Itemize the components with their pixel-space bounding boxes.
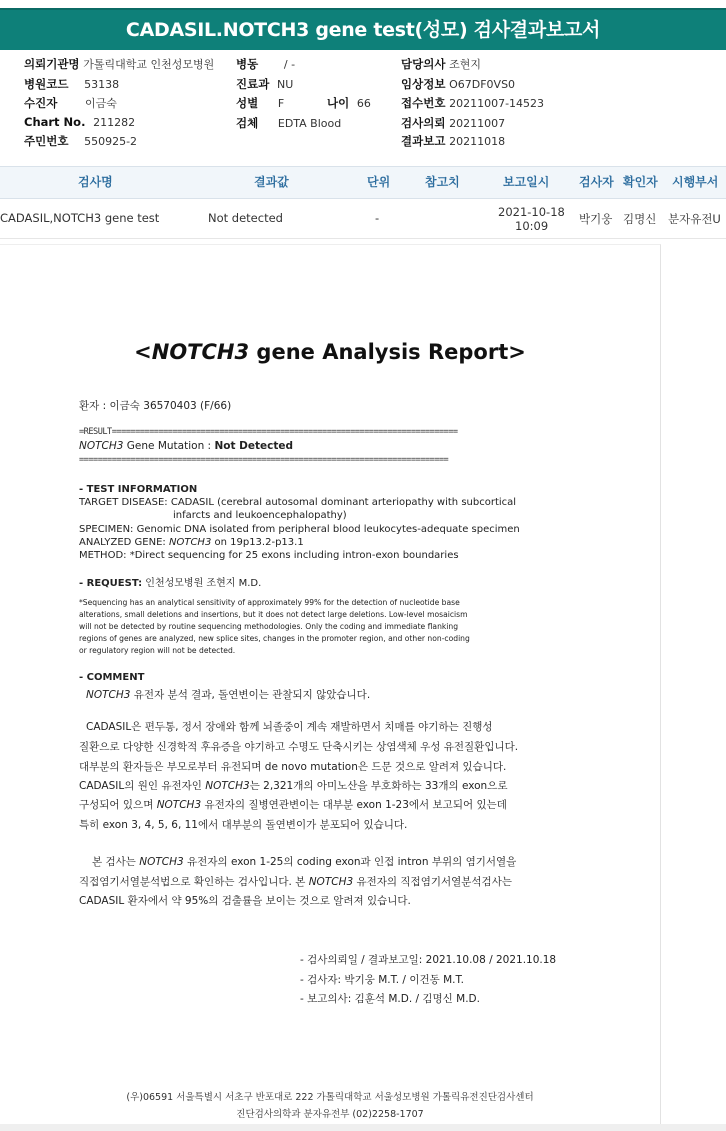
- analyzed-gene-prefix: ANALYZED GENE:: [79, 537, 169, 548]
- title-strip: [0, 8, 726, 50]
- paragraph-2-line-1: CADASIL은 편두통, 정서 장애와 함께 뇌졸중이 계속 재발하면서 치매를 야기하는 진행성: [86, 721, 493, 733]
- cell-tester: 박기웅: [579, 212, 613, 226]
- comment-line: [86, 687, 370, 702]
- note-line-2: alterations, small deletions and insertions, but it does not detect large deletions. Low-level mosaicism: [79, 610, 468, 619]
- institution-label: 의뢰기관명: [24, 57, 80, 71]
- paragraph-2-line-3: 대부분의 환자들은 부모로부터 유전되며 de novo mutation은 드문 것으로 알려져 있습니다.: [79, 761, 507, 773]
- request-date-label: 검사의뢰: [401, 116, 446, 130]
- mutation-value: Not Detected: [214, 440, 293, 452]
- col-result[interactable]: 결과값: [254, 175, 289, 189]
- p3-l2-gene: NOTCH3: [308, 876, 354, 888]
- col-department[interactable]: 시행부서: [672, 175, 719, 189]
- chart-value: 211282: [93, 116, 136, 129]
- footer-address: (우)06591 서울특별시 서초구 반포대로 222 가톨릭대학교 서울성모병원 가톨릭유전진단검사센터: [126, 1092, 534, 1103]
- patient-value: 이금숙: [84, 97, 117, 110]
- cell-report-date: 2021-10-18: [498, 205, 565, 219]
- rrn-label: 주민번호: [24, 134, 69, 148]
- target-disease-line-1: TARGET DISEASE: CADASIL (cerebral autosomal dominant arteriopathy with subcortical: [79, 497, 517, 508]
- chart-label: Chart No.: [24, 115, 86, 129]
- cell-test-name: CADASIL,NOTCH3 gene test: [0, 211, 160, 225]
- p2-l5-gene: NOTCH3: [156, 799, 202, 811]
- target-disease-line-2: infarcts and leukoencephalopathy): [173, 510, 347, 521]
- dept-field: [236, 76, 293, 92]
- hospital-code-field: [24, 76, 119, 92]
- age-value: 66: [356, 97, 371, 110]
- sign-line-1: - 검사의뢰일 / 결과보고일: 2021.10.08 / 2021.10.18: [300, 954, 557, 966]
- request-heading: - REQUEST:: [79, 578, 143, 589]
- mutation-line: [79, 440, 293, 452]
- paragraph-3-line-2: [79, 874, 512, 889]
- p2-l5-a: 구성되어 있으며: [79, 799, 157, 811]
- chart-field: [24, 115, 135, 129]
- sex-value: F: [277, 97, 285, 110]
- paragraph-2-line-4: [79, 778, 507, 793]
- footer-contact: 진단검사의학과 분자유전부 (02)2258-1707: [236, 1109, 424, 1120]
- p2-l4-gene: NOTCH3: [205, 780, 250, 792]
- col-test-name[interactable]: 검사명: [78, 175, 113, 189]
- report-date-field: [401, 133, 505, 149]
- specimen-line: SPECIMEN: Genomic DNA isolated from peripheral blood leukocytes-adequate specimen: [79, 524, 520, 535]
- specimen-label: 검체: [236, 116, 259, 130]
- age-field: [327, 95, 371, 111]
- ward-value: / -: [283, 58, 296, 71]
- doctor-label: 담당의사: [401, 57, 446, 71]
- ward-field: [236, 56, 295, 72]
- note-line-1: *Sequencing has an analytical sensitivity of approximately 99% for the detection of nucleotide base: [79, 598, 460, 607]
- specimen-value: EDTA Blood: [277, 117, 342, 130]
- note-line-5: or regulatory region will not be detected.: [79, 646, 236, 655]
- report-title-open: <: [134, 340, 152, 364]
- clinical-field: [401, 76, 515, 92]
- ward-label: 병동: [236, 57, 259, 71]
- request-value: 인천성모병원 조현지 M.D.: [145, 578, 262, 589]
- hospital-code-value: 53138: [84, 78, 120, 91]
- sex-label: 성별: [236, 96, 259, 110]
- p3-l1-a: 본 검사는: [92, 856, 140, 868]
- specimen-field: [236, 115, 341, 131]
- patient-line: 환자 : 이금숙 36570403 (F/66): [79, 400, 232, 412]
- cell-unit: -: [375, 211, 380, 225]
- sign-line-3: - 보고의사: 김훈석 M.D. / 김명신 M.D.: [300, 993, 480, 1005]
- patient-label: 수진자: [24, 96, 58, 110]
- institution-field: [24, 56, 214, 72]
- report-date-value: 20211018: [449, 135, 506, 148]
- report-date-label: 결과보고: [401, 134, 446, 148]
- rrn-field: [24, 133, 137, 149]
- p2-l5-b: 유전자의 질병연관변이는 대부분 exon 1-23에서 보고되어 있는데: [201, 799, 507, 811]
- col-reference[interactable]: 참고치: [425, 175, 460, 189]
- age-label: 나이: [327, 96, 350, 110]
- p3-l2-a: 직접염기서열분석법으로 확인하는 검사입니다. 본: [79, 876, 309, 888]
- p3-l1-gene: NOTCH3: [139, 856, 184, 868]
- paragraph-2-line-6: 특히 exon 3, 4, 5, 6, 11에서 대부분의 돌연변이가 분포되어 있습니다.: [79, 819, 408, 831]
- p3-l2-b: 유전자의 직접염기서열분석검사는: [353, 876, 512, 888]
- col-confirmer[interactable]: 확인자: [623, 175, 658, 189]
- doctor-value: 조현지: [449, 58, 481, 71]
- note-line-4: regions of genes are analyzed, new splice sites, changes in the promoter region, and other non-coding: [79, 634, 470, 643]
- request-date-field: [401, 115, 505, 131]
- dept-label: 진료과: [236, 77, 270, 91]
- bottom-band: [0, 1124, 726, 1131]
- report-title-rest: gene Analysis Report>: [249, 340, 526, 364]
- cell-confirmer: 김명신: [623, 212, 657, 226]
- mutation-text: Gene Mutation :: [123, 440, 215, 452]
- result-header: =RESULT==========================================================================: [79, 427, 458, 437]
- cell-department: 분자유전U: [668, 212, 721, 226]
- cell-report-time: 10:09: [515, 219, 549, 233]
- receipt-label: 접수번호: [401, 96, 446, 110]
- paragraph-3-line-3: CADASIL 환자에서 약 95%의 검출률을 보이는 것으로 알려져 있습니다.: [79, 895, 411, 907]
- cell-result: Not detected: [208, 211, 283, 225]
- report-title-gene: NOTCH3: [151, 340, 250, 364]
- paragraph-2-line-5: [79, 797, 507, 812]
- col-unit[interactable]: 단위: [367, 175, 391, 189]
- clinical-value: O67DF0VS0: [449, 78, 516, 91]
- receipt-field: [401, 95, 544, 111]
- test-info-heading: - TEST INFORMATION: [79, 484, 198, 495]
- p3-l1-b: 유전자의 exon 1-25의 coding exon과 인접 intron 부위의 염기서열을: [183, 856, 517, 868]
- report-title: [0, 340, 660, 364]
- table-row[interactable]: [0, 198, 726, 239]
- receipt-value: 20211007-14523: [449, 97, 545, 110]
- comment-heading: - COMMENT: [79, 672, 145, 683]
- dept-value: NU: [276, 78, 294, 91]
- analyzed-gene-name: NOTCH3: [168, 537, 212, 548]
- request-date-value: 20211007: [449, 117, 506, 130]
- results-table-header: [0, 166, 726, 199]
- col-report-date[interactable]: 보고일시: [503, 175, 550, 189]
- clinical-label: 임상정보: [401, 77, 446, 91]
- method-line: METHOD: *Direct sequencing for 25 exons including intron-exon boundaries: [79, 550, 459, 561]
- comment-gene: NOTCH3: [86, 689, 131, 701]
- comment-text: 유전자 분석 결과, 돌연변이는 관찰되지 않았습니다.: [130, 689, 371, 701]
- p2-l4-a: CADASIL의 원인 유전자인: [79, 780, 206, 792]
- paragraph-2-line-2: 질환으로 다양한 신경학적 후유증을 야기하고 수명도 단축시키는 상염색체 우성 유전질환입니다.: [79, 741, 519, 753]
- report-margin: [661, 244, 726, 1124]
- hospital-code-label: 병원코드: [24, 77, 69, 91]
- analyzed-gene-suffix: on 19p13.2-p13.1: [211, 537, 304, 548]
- doctor-field: [401, 56, 481, 72]
- result-separator: ===============================================================================: [79, 455, 449, 465]
- p2-l4-b: 는 2,321개의 아미노산을 부호화하는 33개의 exon으로: [249, 780, 508, 792]
- title-bar: [0, 0, 726, 48]
- mutation-gene: NOTCH3: [79, 440, 124, 452]
- institution-value: 가톨릭대학교 인천성모병원: [83, 58, 215, 71]
- patient-field: [24, 95, 117, 111]
- rrn-value: 550925-2: [84, 135, 138, 148]
- analyzed-gene-line: [79, 537, 304, 548]
- sign-line-2: - 검사자: 박기웅 M.T. / 이건동 M.T.: [300, 974, 464, 986]
- col-tester[interactable]: 검사자: [579, 175, 614, 189]
- sex-field: [236, 95, 284, 111]
- note-line-3: will not be detected by routine sequencing methodologies. Only the coding and immediate flanking: [79, 622, 459, 631]
- request-line: [79, 574, 261, 589]
- paragraph-3-line-1: [92, 854, 516, 869]
- page-title: CADASIL.NOTCH3 gene test(성모) 검사결과보고서: [125, 19, 601, 41]
